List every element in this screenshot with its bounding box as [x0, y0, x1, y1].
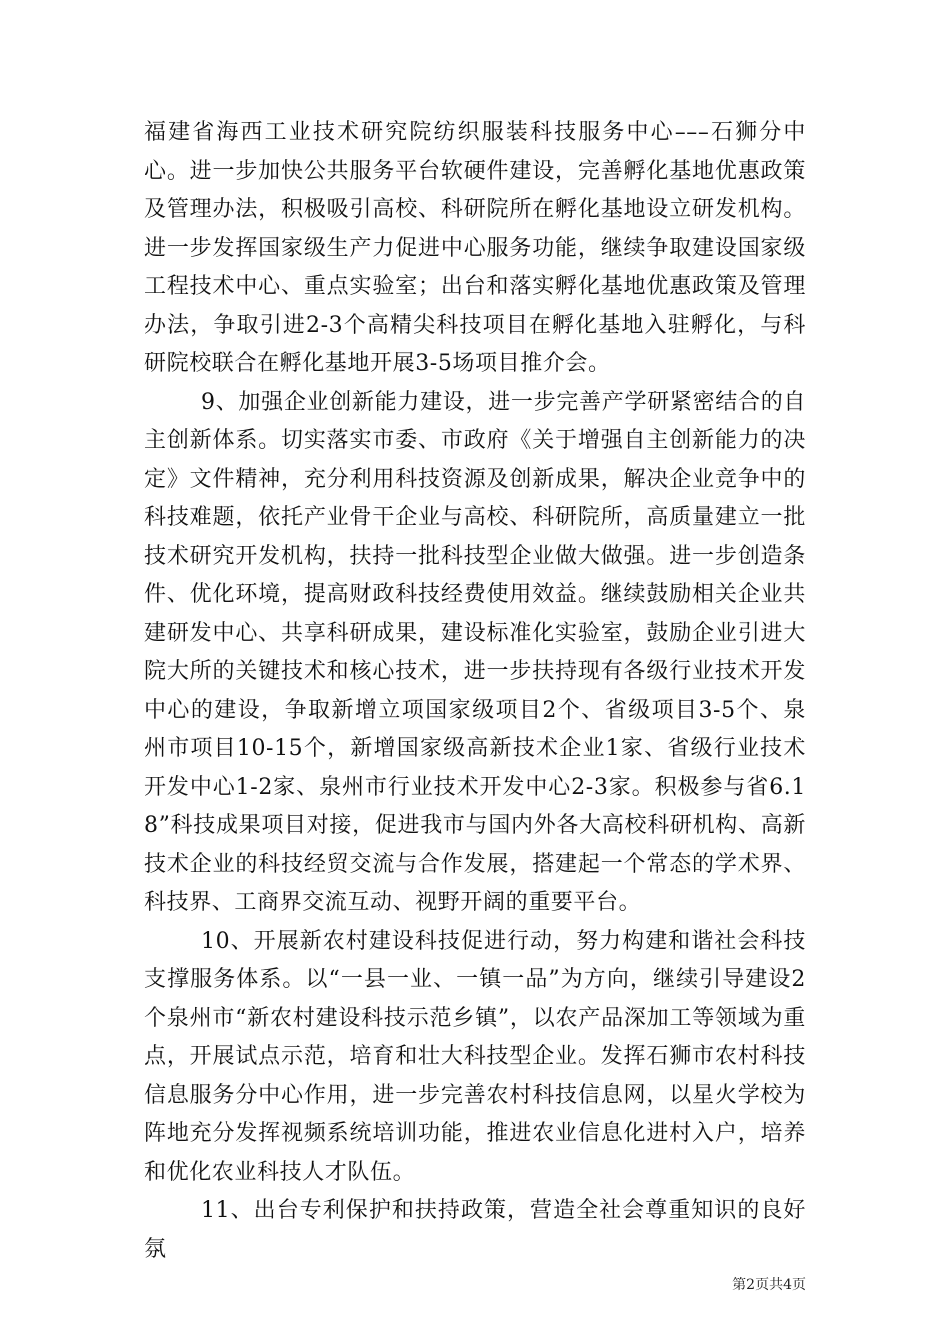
paragraph-item-9: 9、加强企业创新能力建设，进一步完善产学研紧密结合的自主创新体系。切实落实市委、市政府《关于增强自主创新能力的决定》文件精神，充分利用科技资源及创新成果，解决企业竞争中的科技难题，依托产业骨干企业与高校、科研院所，高质量建立一批技术研究开发机构，扶持一批科技型企业做大做强。进一步创造条件、优化环境，提高财政科技经费使用效益。继续鼓励相关企业共建研发中心、共享科研成果，建设标准化实验室，鼓励企业引进大院大所的关键技术和核心技术，进一步扶持现有各级行业技术开发中心的建设，争取新增立项国家级项目2个、省级项目3-5个、泉州市项目10-15个，新增国家级高新技术企业1家、省级行业技术开发中心1-2家、泉州市行业技术开发中心2-3家。积极参与省6.18”科技成果项目对接，促进我市与国内外各大高校科研机构、高新技术企业的科技经贸交流与合作发展，搭建起一个常态的学术界、科技界、工商界交流互动、视野开阔的重要平台。	[144, 389, 806, 915]
paragraph-item-10: 10、开展新农村建设科技促进行动，努力构建和谐社会科技支撑服务体系。以“一县一业、一镇一品”为方向，继续引导建设2个泉州市“新农村建设科技示范乡镇”，以农产品深加工等领域为重点，开展试点示范，培育和壮大科技型企业。发挥石狮市农村科技信息服务分中心作用，进一步完善农村科技信息网，以星火学校为阵地充分发挥视频系统培训功能，推进农业信息化进村入户，培养和优化农业科技人才队伍。	[144, 928, 806, 1185]
paragraph-continued: 福建省海西工业技术研究院纺织服装科技服务中心–––石狮分中心。进一步加快公共服务平台软硬件建设，完善孵化基地优惠政策及管理办法，积极吸引高校、科研院所在孵化基地设立研发机构。进一步发挥国家级生产力促进中心服务功能，继续争取建设国家级工程技术中心、重点实验室；出台和落实孵化基地优惠政策及管理办法，争取引进2-3个高精尖科技项目在孵化基地入驻孵化，与科研院校联合在孵化基地开展3-5场项目推介会。	[144, 120, 806, 376]
page-number-footer: 第2页共4页	[732, 1277, 806, 1293]
document-body	[144, 114, 806, 1269]
paragraph-item-11: 11、出台专利保护和扶持政策，营造全社会尊重知识的良好氛	[144, 1198, 806, 1262]
